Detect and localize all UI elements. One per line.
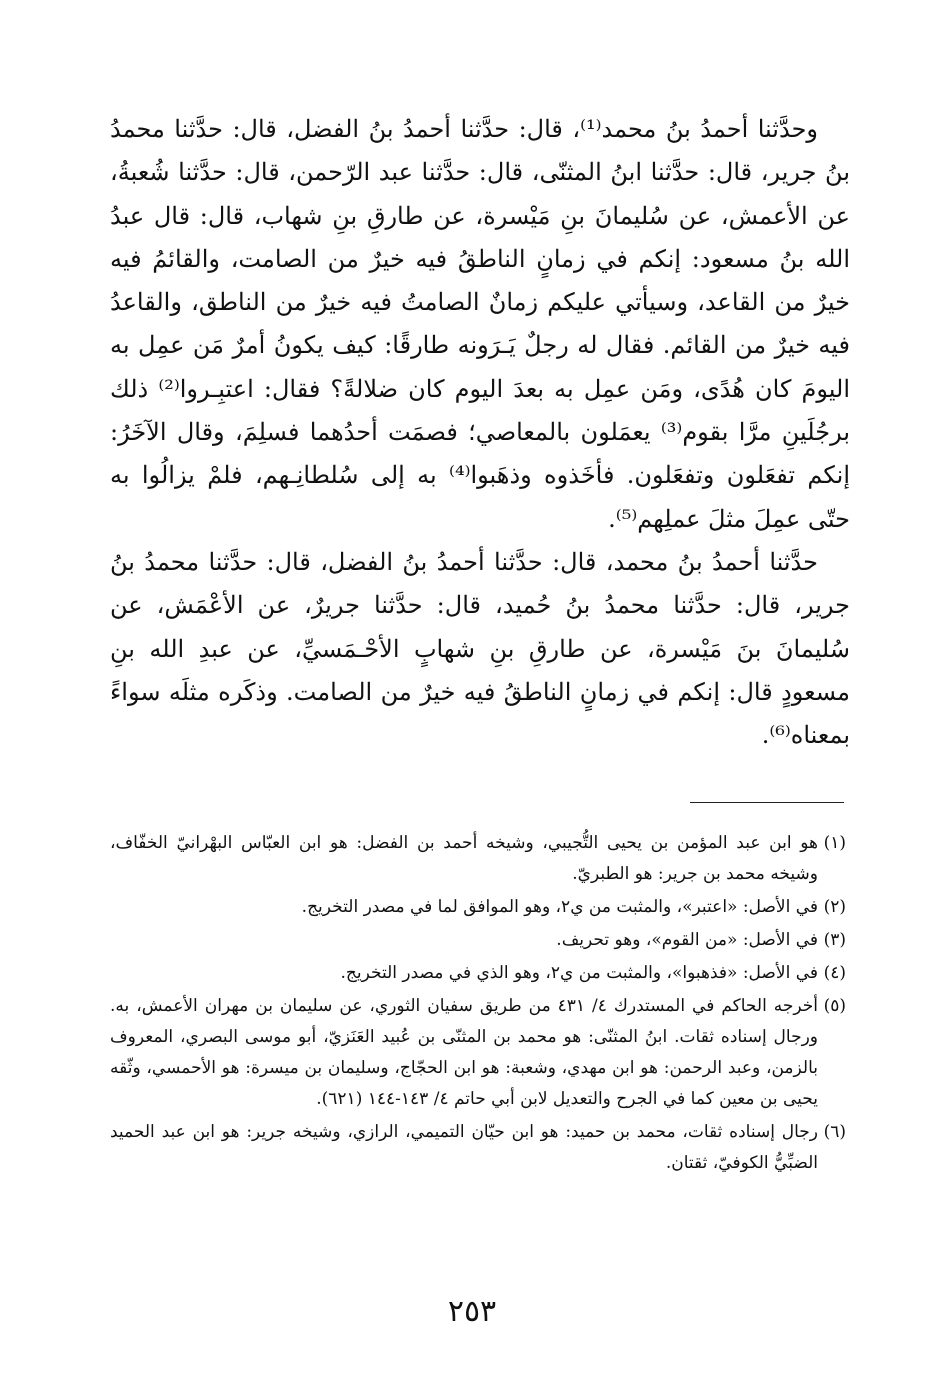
footnote-4 xyxy=(110,958,846,989)
footnote-5 xyxy=(110,991,846,1115)
footnote-text: رجال إسناده ثقات، محمد بن حميد: هو ابن حيّان التميمي، الرازي، وشيخه جرير: هو ابن عبد الحميد الضبِّيُّ الكوفيّ، ثقتان. xyxy=(110,1122,818,1173)
footnote-3 xyxy=(110,925,846,956)
main-text xyxy=(110,108,850,757)
paragraph-2: حدَّثنا أحمدُ بنُ محمد، قال: حدَّثنا أحمدُ بنُ الفضل، قال: حدَّثنا محمدُ بنُ جرير، قال: حدَّثنا محمدُ بنُ حُميد، قال: حدَّثنا جريرٌ، عن الأعْمَش، عن سُليمانَ بنَ مَيْسرة، عن طارقِ بنِ شهابٍ الأحْـمَسيِّ، عن عبدِ الله بنِ مسعودٍ قال: إنكم في زمانٍ الناطقُ فيه خيرٌ من الصامت. وذكَره مثلَه سواءً بمعناه⁽⁶⁾. xyxy=(110,547,850,750)
footnote-number: (٣) xyxy=(823,930,846,950)
footnote-text: هو ابن عبد المؤمن بن يحيى التُّجيبي، وشيخه أحمد بن الفضل: هو ابن العبّاس البهْرانيّ الخفّاف، وشيخه محمد بن جرير: هو الطبريّ. xyxy=(110,833,818,884)
footnote-text: في الأصل: «من القوم»، وهو تحريف. xyxy=(556,930,818,950)
footnote-number: (٤) xyxy=(823,963,846,983)
footnote-2 xyxy=(110,892,846,923)
footnotes xyxy=(110,828,846,1181)
footnote-1 xyxy=(110,828,846,890)
footnote-number: (٥) xyxy=(823,996,847,1016)
page-number: ٢٥٣ xyxy=(447,1294,497,1329)
footnote-number: (٢) xyxy=(823,897,846,917)
footnote-text: في الأصل: «فذهبوا»، والمثبت من ي٢، وهو الذي في مصدر التخريج. xyxy=(340,963,818,983)
footnote-separator xyxy=(690,802,844,803)
footnote-6 xyxy=(110,1117,846,1179)
footnote-number: (٦) xyxy=(823,1122,846,1142)
footnote-text: في الأصل: «اعتبر»، والمثبت من ي٢، وهو الموافق لما في مصدر التخريج. xyxy=(301,897,818,917)
footnote-text: أخرجه الحاكم في المستدرك ٤/ ٤٣١ من طريق سفيان الثوري، عن سليمان بن مهران الأعمش، به. ورجال إسناده ثقات. ابنُ المثنّى: هو محمد بن المثنّى بن عُبيد العَنَزيّ، أبو موسى البصري، المعروف بالزمن، وعبد الرحمن: هو ابن مهدي، وشعبة: هو ابن الحجّاج، وسليمان بن ميسرة: هو الأحمسي، وثّقه يحيى بن معين كما في الجرح والتعديل لابن أبي حاتم ٤/ ١٤٣-١٤٤ (٦٢١). xyxy=(110,996,819,1109)
paragraph-1: وحدَّثنا أحمدُ بنُ محمد⁽¹⁾، قال: حدَّثنا أحمدُ بنُ الفضل، قال: حدَّثنا محمدُ بنُ جرير، قال: حدَّثنا ابنُ المثنّى، قال: حدَّثنا عبد الرّحمن، قال: حدَّثنا شُعبةُ، عن الأعمش، عن سُليمانَ بنِ مَيْسرة، عن طارقِ بنِ شهاب، قال: قال عبدُ الله بنُ مسعود: إنكم في زمانٍ الناطقُ فيه خيرٌ من الصامت، والقائمُ فيه خيرٌ من القاعد، وسيأتي عليكم زمانٌ الصامتُ فيه خيرٌ من الناطق، والقاعدُ فيه خيرٌ من القائم. فقال له رجلٌ يَـرَونه طارقًا: كيف يكونُ أمرٌ مَن عمِل به اليومَ كان هُدًى، ومَن عمِل به بعدَ اليوم كان ضلالةً؟ فقال: اعتبِـروا⁽²⁾ ذلك برجُلَينِ مرَّا بقوم⁽³⁾ يعمَلون بالمعاصي؛ فصمَت أحدُهما فسلِمَ، وقال الآخَرُ: إنكم تفعَلون وتفعَلون. فأخَذوه وذهَبوا⁽⁴⁾ به إلى سُلطانِـهم، فلمْ يزالُوا به حتّى عمِلَ مثلَ عملِهم⁽⁵⁾. xyxy=(110,115,851,533)
footnote-number: (١) xyxy=(823,833,846,853)
